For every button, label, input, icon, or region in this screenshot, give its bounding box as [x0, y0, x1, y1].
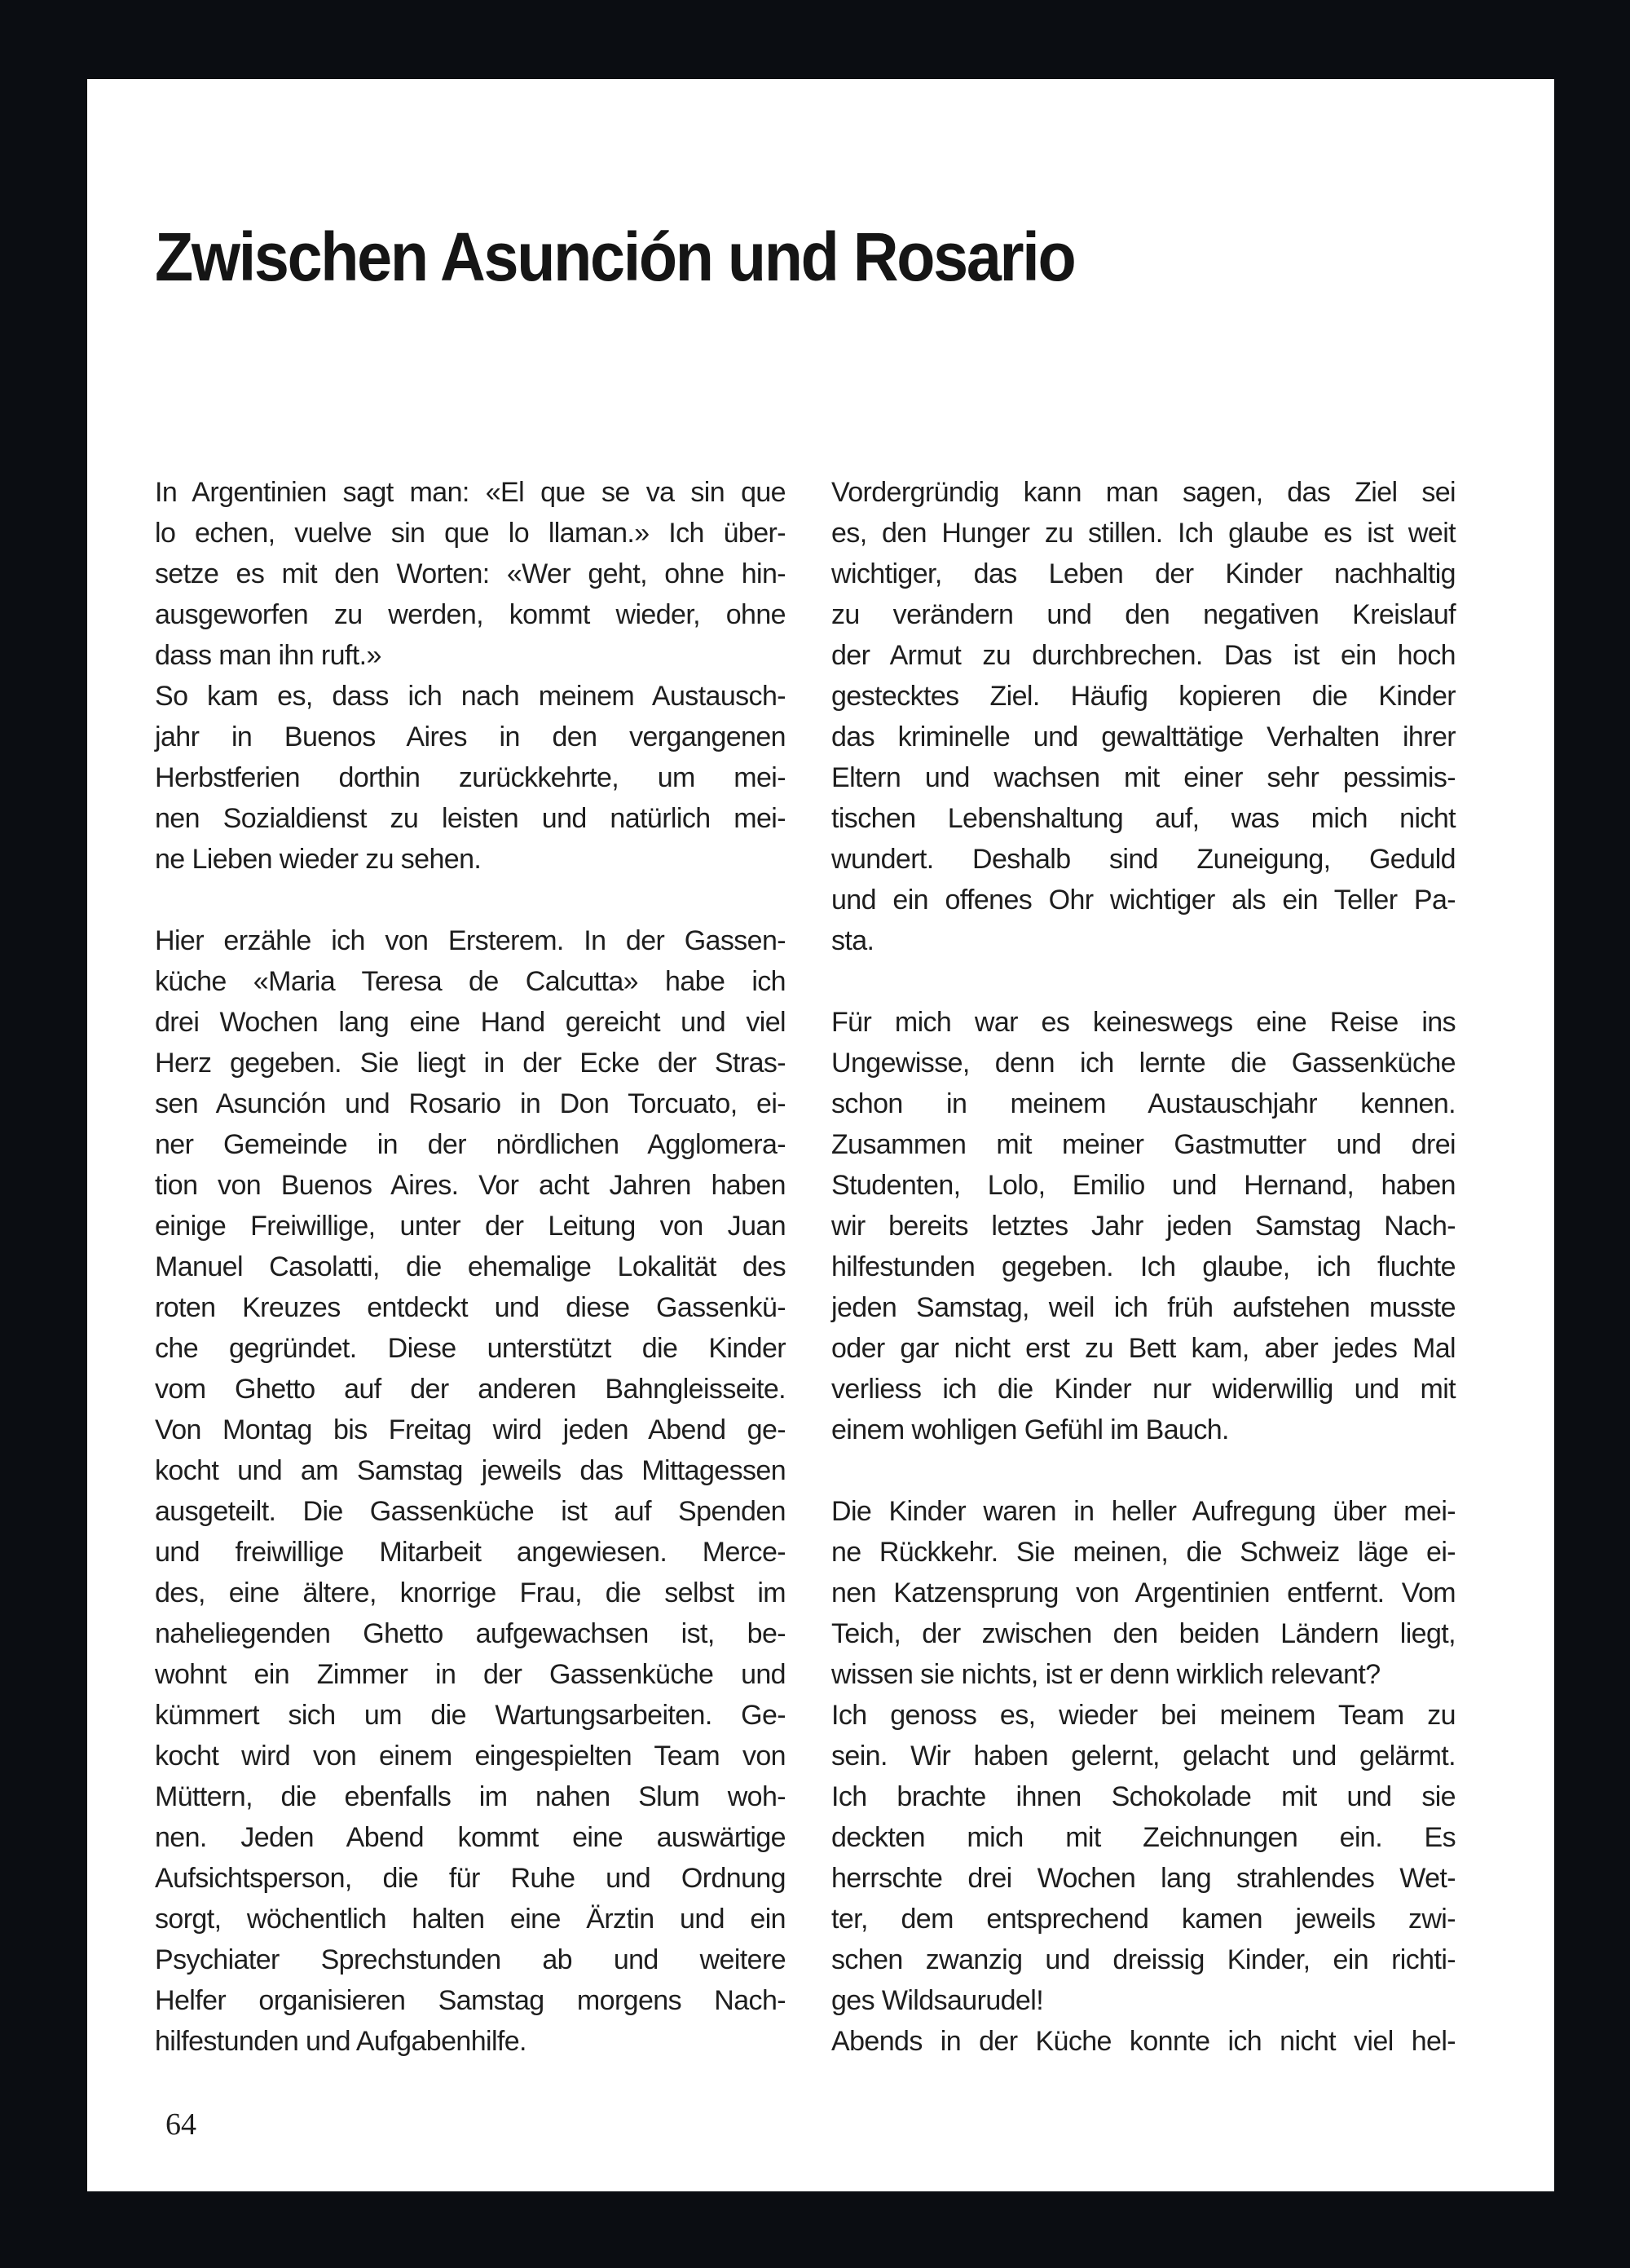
- text-line: Von Montag bis Freitag wird jeden Abend ge-: [155, 1414, 786, 1445]
- text-line: einige Freiwillige, unter der Leitung von Juan: [155, 1211, 786, 1242]
- text-line: tion von Buenos Aires. Vor acht Jahren haben: [155, 1170, 786, 1201]
- paragraph-gap: [155, 880, 786, 920]
- text-line: setze es mit den Worten: «Wer geht, ohne hin-: [155, 558, 786, 589]
- text-line: Müttern, die ebenfalls im nahen Slum woh-: [155, 1781, 786, 1812]
- text-line: ne Lieben wieder zu sehen.: [155, 844, 482, 875]
- text-line: Für mich war es keineswegs eine Reise ins: [831, 1007, 1456, 1038]
- text-line: schen zwanzig und dreissig Kinder, ein richti-: [831, 1944, 1456, 1975]
- text-line: dass man ihn ruft.»: [155, 640, 381, 671]
- paragraph-gap: [831, 961, 1456, 1002]
- text-line: Studenten, Lolo, Emilio und Hernand, haben: [831, 1170, 1456, 1201]
- text-line: nen Katzensprung von Argentinien entfernt. Vom: [831, 1577, 1456, 1608]
- text-line: In Argentinien sagt man: «El que se va sin que: [155, 477, 786, 508]
- text-line: verliess ich die Kinder nur widerwillig und mit: [831, 1374, 1456, 1405]
- text-line: wir bereits letztes Jahr jeden Samstag Nach-: [831, 1211, 1456, 1242]
- text-line: Eltern und wachsen mit einer sehr pessimis-: [831, 762, 1456, 793]
- text-line: Zusammen mit meiner Gastmutter und drei: [831, 1129, 1456, 1160]
- text-line: kocht wird von einem eingespielten Team von: [155, 1741, 786, 1772]
- text-line: Teich, der zwischen den beiden Ländern liegt,: [831, 1618, 1456, 1649]
- text-line: ter, dem entsprechend kamen jeweils zwi-: [831, 1904, 1456, 1935]
- text-line: vom Ghetto auf der anderen Bahngleisseite.: [155, 1374, 786, 1405]
- text-line: drei Wochen lang eine Hand gereicht und viel: [155, 1007, 786, 1038]
- text-line: wissen sie nichts, ist er denn wirklich relevant?: [831, 1659, 1381, 1690]
- text-line: wohnt ein Zimmer in der Gassenküche und: [155, 1659, 786, 1690]
- text-line: ausgeworfen zu werden, kommt wieder, ohne: [155, 599, 786, 630]
- paragraph-gap: [831, 1450, 1456, 1491]
- text-line: es, den Hunger zu stillen. Ich glaube es ist weit: [831, 518, 1456, 549]
- text-line: Herz gegeben. Sie liegt in der Ecke der Stras-: [155, 1048, 786, 1079]
- text-line: lo echen, vuelve sin que lo llaman.» Ich über-: [155, 518, 786, 549]
- paragraph: [831, 472, 1456, 961]
- text-line: Aufsichtsperson, die für Ruhe und Ordnung: [155, 1863, 786, 1894]
- text-line: kümmert sich um die Wartungsarbeiten. Ge-: [155, 1700, 786, 1731]
- text-line: ges Wildsaurudel!: [831, 1985, 1044, 2016]
- text-line: nen Sozialdienst zu leisten und natürlich mei-: [155, 803, 786, 834]
- text-line: Hier erzähle ich von Ersterem. In der Gassen-: [155, 925, 786, 956]
- text-line: roten Kreuzes entdeckt und diese Gassenkü-: [155, 1292, 786, 1323]
- text-line: ausgeteilt. Die Gassenküche ist auf Spenden: [155, 1496, 786, 1527]
- text-line: Ungewisse, denn ich lernte die Gassenküche: [831, 1048, 1456, 1079]
- paragraph: [155, 920, 786, 2062]
- text-line: das kriminelle und gewalttätige Verhalten ihrer: [831, 721, 1456, 752]
- text-line: Ich genoss es, wieder bei meinem Team zu: [831, 1700, 1456, 1731]
- text-line: küche «Maria Teresa de Calcutta» habe ich: [155, 966, 786, 997]
- text-line: ne Rückkehr. Sie meinen, die Schweiz läge ei-: [831, 1537, 1456, 1568]
- text-line: Psychiater Sprechstunden ab und weitere: [155, 1944, 786, 1975]
- text-line: nen. Jeden Abend kommt eine auswärtige: [155, 1822, 786, 1853]
- text-line: sein. Wir haben gelernt, gelacht und gelärmt.: [831, 1741, 1456, 1772]
- text-line: kocht und am Samstag jeweils das Mittagessen: [155, 1455, 786, 1486]
- text-line: Manuel Casolatti, die ehemalige Lokalität des: [155, 1251, 786, 1282]
- text-line: gestecktes Ziel. Häufig kopieren die Kinder: [831, 681, 1456, 712]
- text-line: Herbstferien dorthin zurückkehrte, um mei-: [155, 762, 786, 793]
- text-line: herrschte drei Wochen lang strahlendes Wet-: [831, 1863, 1456, 1894]
- text-line: und ein offenes Ohr wichtiger als ein Teller Pa-: [831, 885, 1456, 916]
- text-line: des, eine ältere, knorrige Frau, die selbst im: [155, 1577, 786, 1608]
- paragraph: [831, 1491, 1456, 2062]
- text-line: sen Asunción und Rosario in Don Torcuato, ei-: [155, 1088, 786, 1119]
- left-column: [155, 472, 786, 2062]
- text-line: Abends in der Küche konnte ich nicht viel hel-: [831, 2026, 1456, 2057]
- text-line: Ich brachte ihnen Schokolade mit und sie: [831, 1781, 1456, 1812]
- text-line: der Armut zu durchbrechen. Das ist ein hoch: [831, 640, 1456, 671]
- text-line: hilfestunden und Aufgabenhilfe.: [155, 2026, 526, 2057]
- text-line: hilfestunden gegeben. Ich glaube, ich fluchte: [831, 1251, 1456, 1282]
- paragraph: [831, 1002, 1456, 1450]
- text-line: Helfer organisieren Samstag morgens Nach-: [155, 1985, 786, 2016]
- article-title: Zwischen Asunción und Rosario: [155, 218, 1075, 295]
- text-line: zu verändern und den negativen Kreislauf: [831, 599, 1456, 630]
- text-line: tischen Lebenshaltung auf, was mich nicht: [831, 803, 1456, 834]
- text-line: schon in meinem Austauschjahr kennen.: [831, 1088, 1456, 1119]
- text-line: Die Kinder waren in heller Aufregung über mei-: [831, 1496, 1456, 1527]
- text-line: jahr in Buenos Aires in den vergangenen: [155, 721, 786, 752]
- text-line: che gegründet. Diese unterstützt die Kinder: [155, 1333, 786, 1364]
- text-line: naheliegenden Ghetto aufgewachsen ist, be-: [155, 1618, 786, 1649]
- text-line: einem wohligen Gefühl im Bauch.: [831, 1414, 1229, 1445]
- text-line: So kam es, dass ich nach meinem Austausch-: [155, 681, 786, 712]
- text-line: Vordergründig kann man sagen, das Ziel sei: [831, 477, 1456, 508]
- text-line: deckten mich mit Zeichnungen ein. Es: [831, 1822, 1456, 1853]
- text-line: jeden Samstag, weil ich früh aufstehen musste: [831, 1292, 1456, 1323]
- text-line: sorgt, wöchentlich halten eine Ärztin und ein: [155, 1904, 786, 1935]
- page-number: 64: [165, 2107, 196, 2142]
- right-column: [831, 472, 1456, 2062]
- text-line: ner Gemeinde in der nördlichen Agglomera-: [155, 1129, 786, 1160]
- text-line: und freiwillige Mitarbeit angewiesen. Merce-: [155, 1537, 786, 1568]
- text-line: sta.: [831, 925, 874, 956]
- text-line: oder gar nicht erst zu Bett kam, aber jedes Mal: [831, 1333, 1456, 1364]
- text-line: wichtiger, das Leben der Kinder nachhaltig: [831, 558, 1456, 589]
- book-page: [87, 79, 1554, 2191]
- text-line: wundert. Deshalb sind Zuneigung, Geduld: [831, 844, 1456, 875]
- paragraph: [155, 472, 786, 880]
